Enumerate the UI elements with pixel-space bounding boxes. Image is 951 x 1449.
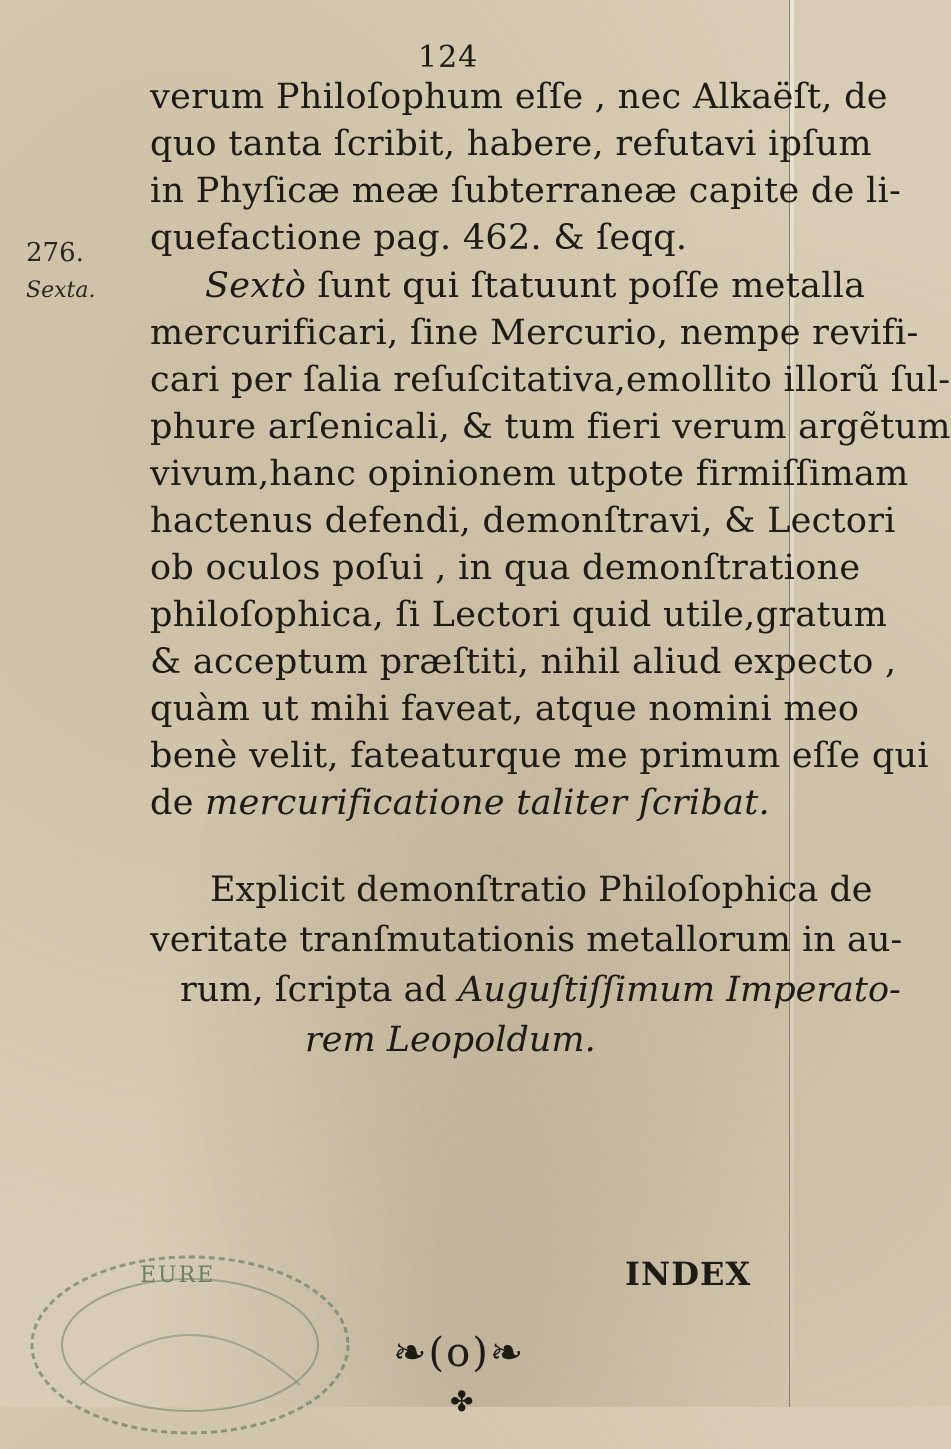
text-line: ob oculos poſui , in qua demonſtratione [150,548,861,588]
text-line: in Phyſicæ meæ ſubterraneæ capite de li- [150,171,902,211]
page-number: 124 [418,40,479,75]
explicit-line-2: veritate tranſmutationis metallorum in au- [150,920,903,960]
text-line: verum Philoſophum eſſe , nec Alkaëſt, de [150,77,888,117]
ornament-vignette: ❧(o)❧ [393,1330,526,1376]
text-line: phure arſenicali, & tum fieri verum argẽtum [150,407,951,447]
margin-note-label: Sexta. [26,278,96,303]
margin-note-number: 276. [26,238,84,268]
text-line: de mercurificatione taliter ſcribat. [150,783,770,823]
text-line: philoſophica, ſi Lectori quid utile,gratum [150,595,888,635]
library-stamp [20,1245,360,1445]
text-line: hactenus defendi, demonſtravi, & Lectori [150,501,896,541]
stamp-text: EURE [140,1263,216,1288]
text-line: quefactione pag. 462. & ſeqq. [150,218,688,258]
explicit-line-3: rum, ſcripta ad Auguſtiſſimum Imperato- [180,970,901,1010]
text-line: & acceptum præſtiti, nihil aliud expecto , [150,642,897,682]
text-line: quàm ut mihi faveat, atque nomini meo [150,689,860,729]
explicit-line-1: Explicit demonſtratio Philoſophica de [210,870,873,910]
text-line: quo tanta ſcribit, habere, refutavi ipſum [150,124,872,164]
text-line: vivum,hanc opinionem utpote firmiſſimam [150,454,909,494]
text-line: Sextò ſunt qui ſtatuunt poſſe metalla [205,266,866,306]
text-line: benè velit, fateaturque me primum eſſe qui [150,736,929,776]
ornament-flower-icon: ✤ [450,1385,474,1418]
explicit-line-4: rem Leopoldum. [305,1020,596,1060]
catchword: INDEX [625,1255,752,1293]
text-line: cari per ſalia reſuſcitativa,emollito illorũ ſul- [150,360,951,400]
text-line: mercurificari, ſine Mercurio, nempe revifi- [150,313,919,353]
